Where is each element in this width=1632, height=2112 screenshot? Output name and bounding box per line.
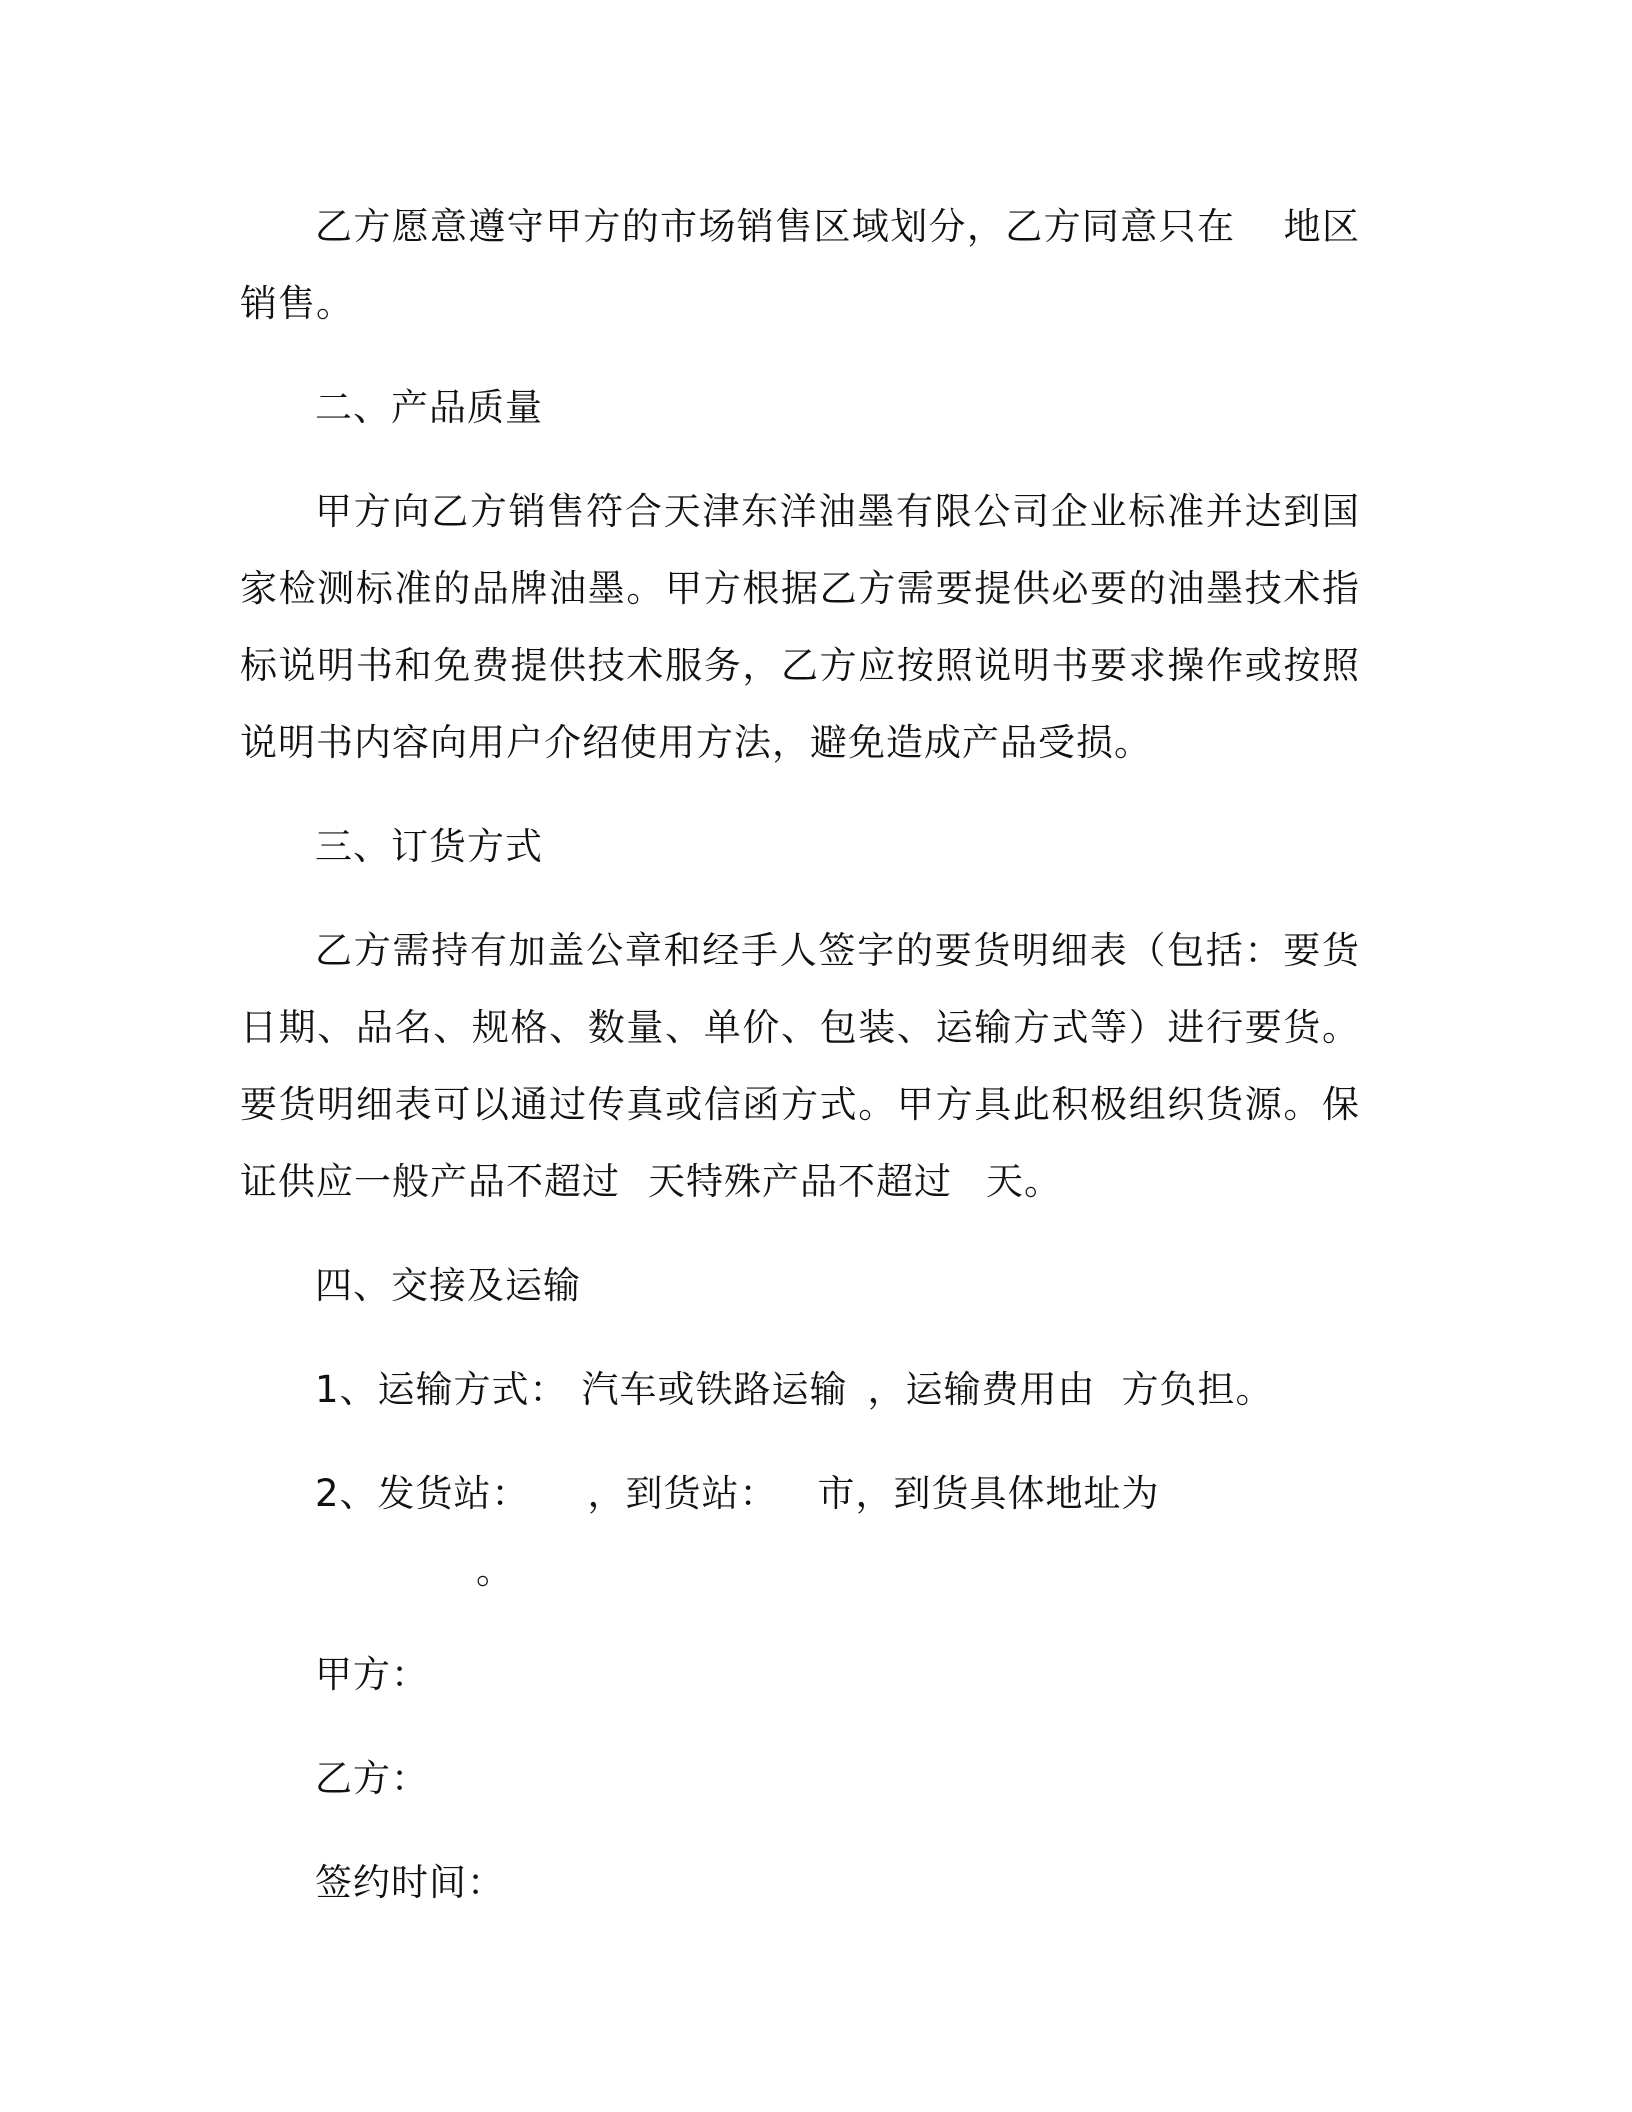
delivery-address-tail: 。 bbox=[476, 1549, 514, 1592]
departure-station-label: 2、发货站： bbox=[315, 1472, 530, 1515]
quality-paragraph: 甲方向乙方销售符合天津东洋油墨有限公司企业标准并达到国家检测标准的品牌油墨。甲方根据乙方需要提供必要的油墨技术指标说明书和免费提供技术服务，乙方应按照说明书要求操作或按照说明书内容向用户介绍使用方法，避免造成产品受损。 bbox=[240, 490, 1360, 764]
transport-cost-tail: 方负担。 bbox=[1121, 1368, 1274, 1411]
section-heading-transport: 四、交接及运输 bbox=[315, 1264, 581, 1307]
section-heading-quality: 二、产品质量 bbox=[315, 386, 543, 429]
transport-cost-label: ，运输费用由 bbox=[867, 1368, 1096, 1411]
sales-region-text-b: 地区销售。 bbox=[240, 205, 1361, 325]
signature-party-b: 乙方： bbox=[315, 1757, 429, 1800]
section-heading-ordering: 三、订货方式 bbox=[315, 825, 543, 868]
signature-date: 签约时间： bbox=[315, 1861, 505, 1904]
ordering-text-c: 天。 bbox=[986, 1160, 1062, 1203]
arrival-station-label: ，到货站： bbox=[587, 1472, 778, 1515]
ordering-text-b: 天特殊产品不超过 bbox=[648, 1160, 952, 1203]
signature-party-a: 甲方： bbox=[315, 1653, 429, 1696]
document-body bbox=[240, 188, 1360, 1948]
sales-region-paragraph bbox=[240, 188, 1360, 342]
transport-item-1 bbox=[240, 1351, 1360, 1428]
transport-method-label: 1、运输方式： bbox=[315, 1368, 568, 1411]
delivery-address-label: 市，到货具体地址为 bbox=[817, 1472, 1160, 1515]
ordering-text-a: 乙方需持有加盖公章和经手人签字的要货明细表（包括：要货日期、品名、规格、数量、单价、包装、运输方式等）进行要货。要货明细表可以通过传真或信函方式。甲方具此积极组织货源。保证供应一般产品不超过 bbox=[240, 929, 1360, 1203]
transport-item-2 bbox=[240, 1455, 1360, 1609]
transport-method-value: 汽车或铁路运输 bbox=[581, 1368, 848, 1411]
ordering-paragraph bbox=[240, 912, 1360, 1220]
sales-region-text-a: 乙方愿意遵守甲方的市场销售区域划分，乙方同意只在 bbox=[315, 205, 1236, 248]
